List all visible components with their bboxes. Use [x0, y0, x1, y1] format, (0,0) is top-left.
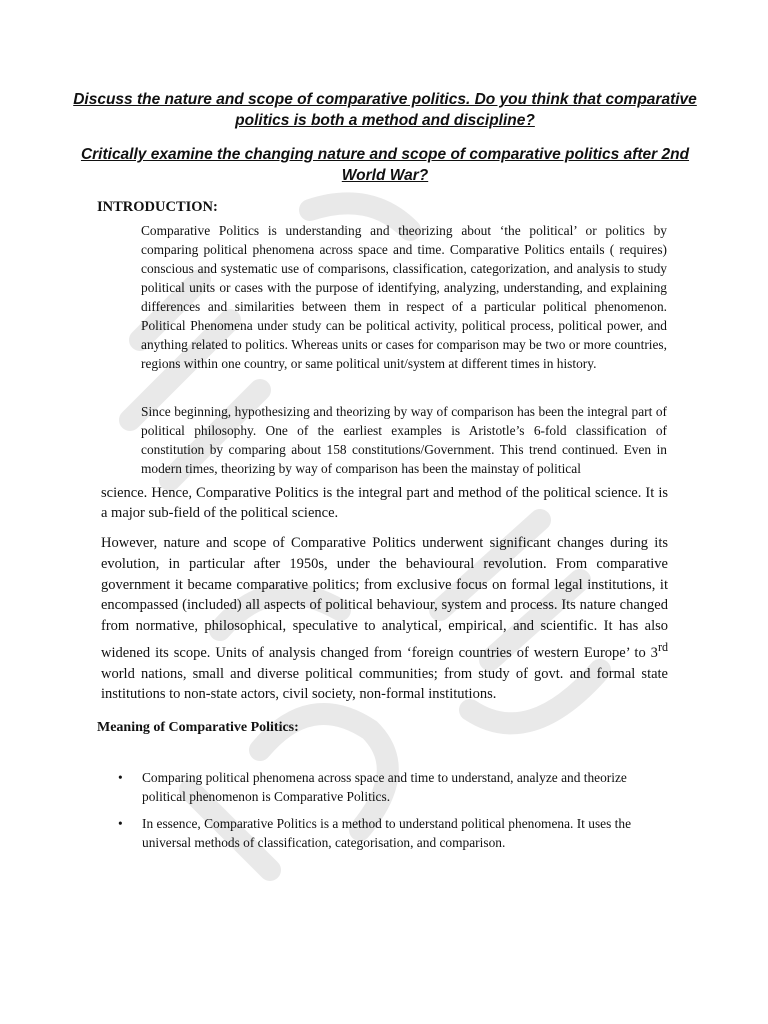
bullet-icon: •: [118, 816, 123, 831]
meaning-bullet-list: [118, 769, 668, 861]
question-2: Critically examine the changing nature and scope of comparative politics after 2nd World War?: [80, 146, 690, 184]
evolution-text-start: However, nature and scope of Comparative Politics underwent significant changes during its evolution, in particular after 1950s, under the behavioural revolution. From comparative government it became comparative politics; from exclusive focus on formal legal institutions, it encompassed (included) all aspects of political behaviour, system and process. Its nature changed from normative, philosophical, speculative to analytical, empirical, and scientific. It has also widened its scope. Units of analysis changed from ‘foreign countries of western Europe’ to 3: [101, 535, 668, 661]
introduction-heading: INTRODUCTION:: [97, 199, 218, 215]
meaning-heading: Meaning of Comparative Politics:: [97, 720, 299, 735]
list-item: [118, 815, 668, 852]
list-item-text: Comparing political phenomena across space and time to understand, analyze and theorize political phenomenon is Comparative Politics.: [142, 770, 627, 804]
evolution-text-end: world nations, small and diverse political communities; from study of govt. and formal state institutions to non-state actors, civil society, non-formal institutions.: [101, 665, 668, 703]
paragraph-subfield: science. Hence, Comparative Politics is the integral part and method of the political science. It is a major sub-field of the political science.: [101, 485, 668, 521]
list-item-text: In essence, Comparative Politics is a method to understand political phenomena. It uses the universal methods of classification, categorisation, and comparison.: [142, 816, 632, 850]
paragraph-definition: Comparative Politics is understanding and theorizing about ‘the political’ or politics by comparing political phenomena across space and time. Comparative Politics entails ( requires) conscious and systematic use of comparisons, classification, categorization, and analysis to study political units or cases with the purpose of identifying, analyzing, understanding, and explaining differences and similarities between them in respect of a particular political phenomenon. Political Phenomena under study can be political activity, political process, political power, and anything related to politics. Whereas units or cases for comparison may be two or more countries, regions within one country, or same political unit/system at different times in history.: [141, 223, 667, 371]
ordinal-superscript: rd: [657, 639, 668, 654]
paragraph-history: Since beginning, hypothesizing and theorizing by way of comparison has been the integral part of political philosophy. One of the earliest examples is Aristotle’s 6-fold classification of constitution by comparing about 158 constitutions/Government. This trend continued. Even in modern times, theorizing by way of comparison has been the mainstay of political: [141, 404, 667, 476]
bullet-icon: •: [118, 770, 123, 785]
list-item: [118, 769, 668, 806]
question-1: Discuss the nature and scope of comparative politics. Do you think that comparative politics is both a method and discipline?: [73, 91, 697, 129]
paragraph-evolution: [101, 533, 668, 705]
